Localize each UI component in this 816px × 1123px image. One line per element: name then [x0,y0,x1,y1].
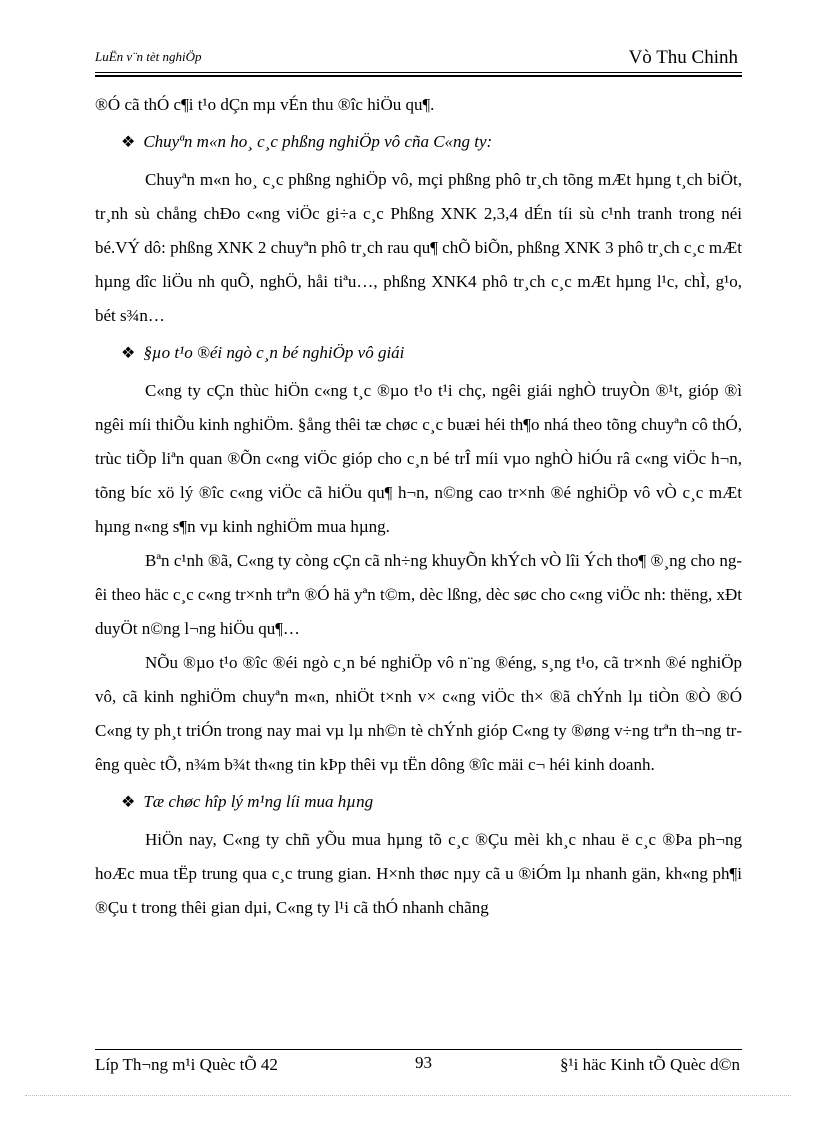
paragraph: C«ng ty cÇn thùc hiÖn c«ng t¸c ®µo t¹o t¹i chç, ngêi giái nghÒ truyÒn ®¹t, gióp ®ì ngêi míi thiÕu kinh nghiÖm. §ång thêi tæ chøc c¸c buæi héi th¶o nhá theo tõng chuyªn cô thÓ, trùc tiÕp liªn quan ®Õn c«ng viÖc gióp cho c¸n bé trÎ míi vµo nghÒ hiÓu râ c«ng viÖc h¬n, tõng bíc xö lý ®îc c«ng viÖc cã hiÖu qu¶ h¬n, n©ng cao tr×nh ®é nghiÖp vô vÒ c¸c mÆt hµng n«ng s¶n vµ kinh nghiÖm mua hµng. [95,381,742,536]
footer-class-name: Líp Th¬ng m¹i Quèc tÕ 42 [95,1055,278,1074]
header-rule-thick [95,75,742,77]
section-heading [121,785,742,820]
diamond-bullet-icon: ❖ [121,345,136,362]
header-author: Vò Thu Chinh [628,47,738,68]
paragraph: Bªn c¹nh ®ã, C«ng ty còng cÇn cã nh÷ng khuyÕn khÝch vÒ lîi Ých tho¶ ®¸ng cho ngêi theo häc c¸c c«ng tr×nh trªn ®Ó hä yªn t©m, dèc lßng, dèc søc cho c«ng viÖc nh: thëng, xÐt duyÖt n©ng l¬ng hiÖu qu¶… [95,551,742,638]
footer-rule [95,1049,742,1050]
section-heading [121,125,742,160]
paragraph: Chuyªn m«n ho¸ c¸c phßng nghiÖp vô, mçi phßng phô tr¸ch tõng mÆt hµng t¸ch biÖt, tr¸nh sù chång chÐo c«ng viÖc gi÷a c¸c Phßng XNK 2,3,4 dÉn tíi sù c¹nh tranh trong néi bé.VÝ dô: phßng XNK 2 chuyªn phô tr¸ch rau qu¶ chÕ biÕn, phßng XNK 3 phô tr¸ch c¸c mÆt hµng dîc liÖu nh quÕ, nghÖ, håi tiªu…, phßng XNK4 phô tr¸ch c¸c mÆt hµng l¹c, chÌ, g¹o, bét s¾n… [95,170,742,325]
paragraph: NÕu ®µo t¹o ®îc ®éi ngò c¸n bé nghiÖp vô n¨ng ®éng, s¸ng t¹o, cã tr×nh ®é nghiÖp vô, cã kinh nghiÖm chuyªn m«n, nhiÖt t×nh v× c«ng viÖc th× ®ã chÝnh lµ tiÒn ®Ò ®Ó C«ng ty ph¸t triÓn trong nay mai vµ lµ nh©n tè chÝnh gióp C«ng ty ®øng v÷ng trªn th¬ng trêng quèc tÕ, n¾m b¾t th«ng tin kÞp thêi vµ tËn dông ®îc mäi c¬ héi kinh doanh. [95,653,742,774]
header-rule [95,72,742,73]
diamond-bullet-icon: ❖ [121,794,136,811]
diamond-bullet-icon: ❖ [121,134,136,151]
page-boundary-line [25,1095,791,1096]
paragraph: ®Ó cã thÓ c¶i t¹o dÇn mµ vÉn thu ®îc hiÖu qu¶. [95,95,435,114]
header-thesis-title: LuËn v¨n tèt nghiÖp [95,49,202,64]
footer-university: §¹i häc Kinh tÕ Quèc d©n [560,1055,740,1074]
section-heading [121,336,742,371]
paragraph: HiÖn nay, C«ng ty chñ yÕu mua hµng tõ c¸c ®Çu mèi kh¸c nhau ë c¸c ®Þa ph¬ng hoÆc mua tËp trung qua c¸c trung gian. H×nh thøc nµy cã u ®iÓm lµ nhanh gän, kh«ng ph¶i ®Çu t trong thêi gian dµi, C«ng ty l¹i cã thÓ nhanh chãng [95,830,742,917]
heading-text: Chuyªn m«n ho¸ c¸c phßng nghiÖp vô cña C«ng ty: [143,132,493,151]
body-text [95,88,742,925]
page-number: 93 [415,1053,432,1072]
heading-text: Tæ chøc hîp lý m¹ng líi mua hµng [143,792,374,811]
heading-text: §µo t¹o ®éi ngò c¸n bé nghiÖp vô giái [143,343,405,362]
